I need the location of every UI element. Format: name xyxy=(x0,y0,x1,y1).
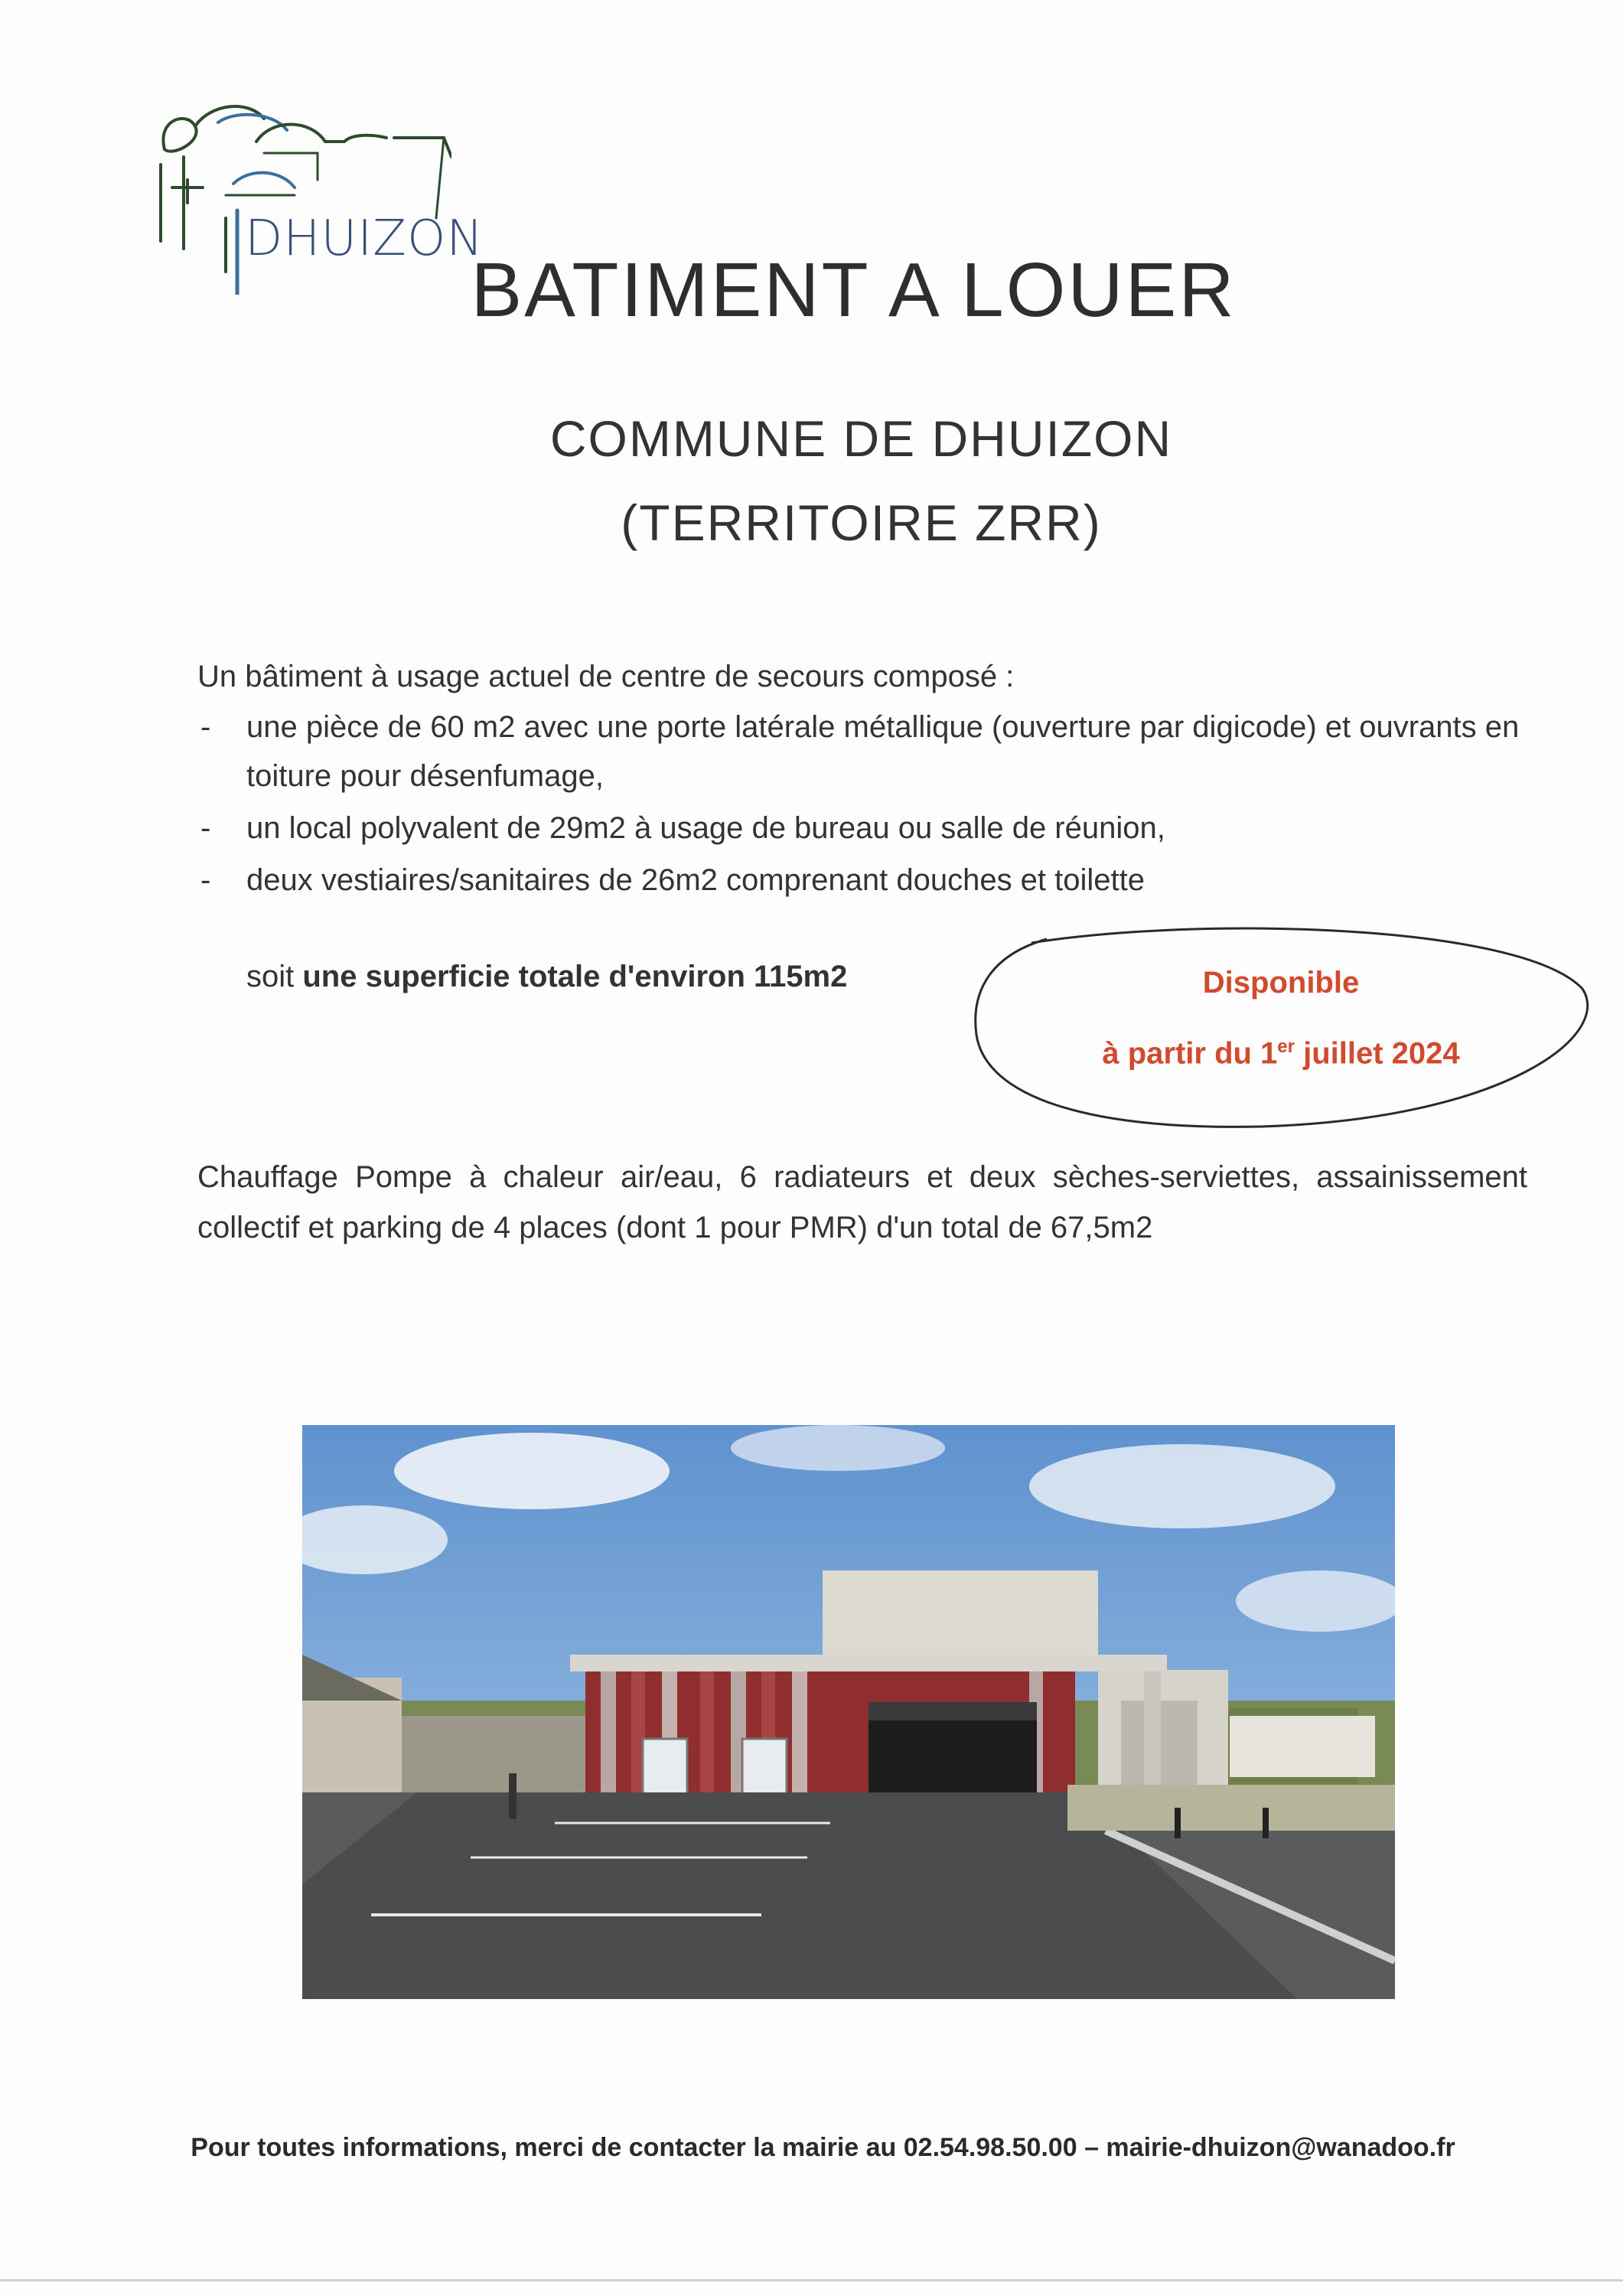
list-item: - un local polyvalent de 29m2 à usage de bureau ou salle de réunion, xyxy=(197,804,1544,853)
availability-date xyxy=(970,1036,1592,1071)
list-item: - une pièce de 60 m2 avec une porte latérale métallique (ouverture par digicode) et ouvrants en toiture pour désenfumage, xyxy=(197,703,1544,801)
room-list xyxy=(197,703,1544,908)
intro-text: Un bâtiment à usage actuel de centre de secours composé : xyxy=(197,660,1015,693)
surface-value: une superficie totale d'environ 115m2 xyxy=(302,960,848,993)
page-title: BATIMENT A LOUER xyxy=(471,247,1237,333)
oval-outline-icon xyxy=(970,920,1592,1130)
date-prefix: à partir du 1 xyxy=(1102,1036,1278,1071)
page-edge-divider xyxy=(0,2279,1623,2281)
heating-description: Chauffage Pompe à chaleur air/eau, 6 radiateurs et deux sèches-serviettes, assainissement collectif et parking de 4 places (dont 1 pour PMR) d'un total de 67,5m2 xyxy=(197,1160,1527,1244)
list-item: - deux vestiaires/sanitaires de 26m2 comprenant douches et toilette xyxy=(197,856,1544,905)
contact-footer: Pour toutes informations, merci de contacter la mairie au 02.54.98.50.00 – mairie-dhuizon@wanadoo.fr xyxy=(191,2133,1455,2162)
surface-total xyxy=(246,960,847,994)
building-photo xyxy=(302,1425,1395,1999)
date-sup: er xyxy=(1277,1036,1295,1057)
subtitle-territoire: (TERRITOIRE ZRR) xyxy=(621,494,1102,551)
surface-prefix: soit xyxy=(246,960,303,993)
availability-oval xyxy=(970,920,1592,1130)
availability-label: Disponible xyxy=(1202,966,1360,1000)
subtitle-commune: COMMUNE DE DHUIZON xyxy=(549,410,1173,467)
logo-text: DHUIZON xyxy=(245,210,484,267)
date-suffix: juillet 2024 xyxy=(1294,1036,1460,1071)
